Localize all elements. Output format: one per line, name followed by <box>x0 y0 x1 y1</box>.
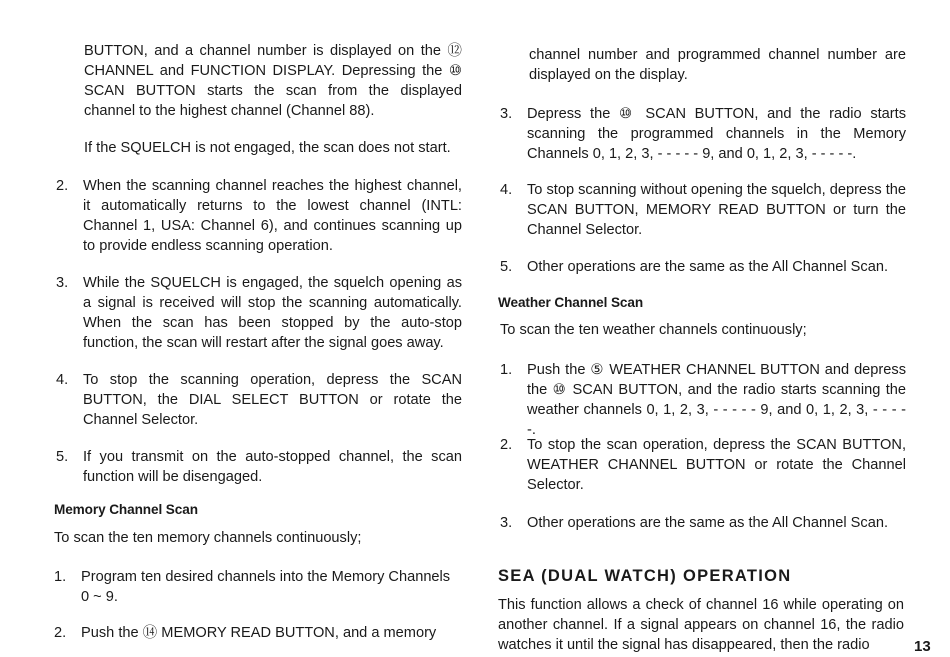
step-number: 2. <box>56 178 69 194</box>
memory-scan-intro: To scan the ten memory channels continuously; <box>54 530 362 546</box>
list-item <box>500 257 906 277</box>
list-item <box>54 567 462 607</box>
step-number: 3. <box>500 106 513 122</box>
step-number: 2. <box>54 625 67 641</box>
list-item <box>56 176 462 256</box>
memory-scan-heading: Memory Channel Scan <box>54 502 198 517</box>
step-text: Other operations are the same as the All Channel Scan. <box>527 259 889 275</box>
step-text: If you transmit on the auto-stopped channel, the scan function will be disengaged. <box>83 449 462 485</box>
step-number: 4. <box>500 182 513 198</box>
step-text: When the scanning channel reaches the highest channel, it automatically returns to the lowest channel (INTL: Channel 1, USA: Channel 6), and continues scanning up to provide endless scanning operation. <box>83 178 462 254</box>
list-item <box>56 447 462 487</box>
list-item <box>500 180 906 240</box>
list-item <box>54 623 462 643</box>
step-number: 4. <box>56 372 69 388</box>
step-text: To stop the scan operation, depress the SCAN BUTTON, WEATHER CHANNEL BUTTON or rotate the Channel Selector. <box>527 437 906 493</box>
step-number: 1. <box>500 362 513 378</box>
step-text: To stop the scanning operation, depress the SCAN BUTTON, the DIAL SELECT BUTTON or rotate the Channel Selector. <box>83 372 462 428</box>
intro-paragraph: BUTTON, and a channel number is displayed on the ⑫ CHANNEL and FUNCTION DISPLAY. Depressing the ⑩ SCAN BUTTON starts the scan from the displayed channel to the highest channel (Channel 88). <box>84 43 462 119</box>
step-number: 5. <box>56 449 69 465</box>
step-text: Push the ⑭ MEMORY READ BUTTON, and a memory <box>81 625 437 641</box>
step-text: Push the ⑤ WEATHER CHANNEL BUTTON and depress the ⑩ SCAN BUTTON, and the radio starts scanning the weather channels 0, 1, 2, 3, - - - - - 9, and 0, 1, 2, 3, - - - - -. <box>527 362 906 438</box>
step-text: Other operations are the same as the All Channel Scan. <box>527 515 889 531</box>
page-number: 13 <box>914 638 931 655</box>
continued-paragraph: channel number and programmed channel number are displayed on the display. <box>529 47 906 83</box>
list-item <box>56 370 462 430</box>
step-text: Depress the ⑩ SCAN BUTTON, and the radio starts scanning the programmed channels in the Memory Channels 0, 1, 2, 3, - - - - - 9, and 0, 1, 2, 3, - - - - -. <box>527 106 906 162</box>
step-text: To stop scanning without opening the squelch, depress the SCAN BUTTON, MEMORY READ BUTTON or turn the Channel Selector. <box>527 182 906 238</box>
step-number: 1. <box>54 569 67 585</box>
weather-scan-intro: To scan the ten weather channels continuously; <box>500 322 807 338</box>
step-number: 5. <box>500 259 513 275</box>
step-number: 2. <box>500 437 513 453</box>
list-item <box>500 435 906 495</box>
step-number: 3. <box>500 515 513 531</box>
list-item <box>56 273 462 353</box>
list-item <box>500 513 906 533</box>
step-text: While the SQUELCH is engaged, the squelch opening as a signal is received will stop the scanning automatically. When the scan has been stopped by the auto-stop function, the scan will restart after the signal goes away. <box>83 275 462 351</box>
weather-scan-heading: Weather Channel Scan <box>498 295 644 310</box>
step-number: 3. <box>56 275 69 291</box>
sea-dual-watch-body: This function allows a check of channel 16 while operating on another channel. If a signal appears on channel 16, the radio watches it until the signal has disappeared, then the radio <box>498 597 904 653</box>
sea-dual-watch-heading: SEA (DUAL WATCH) OPERATION <box>498 567 792 585</box>
list-item <box>500 104 906 164</box>
list-item <box>500 360 906 440</box>
squelch-note: If the SQUELCH is not engaged, the scan does not start. <box>84 140 451 156</box>
step-text: Program ten desired channels into the Memory Channels 0 ~ 9. <box>81 569 451 605</box>
